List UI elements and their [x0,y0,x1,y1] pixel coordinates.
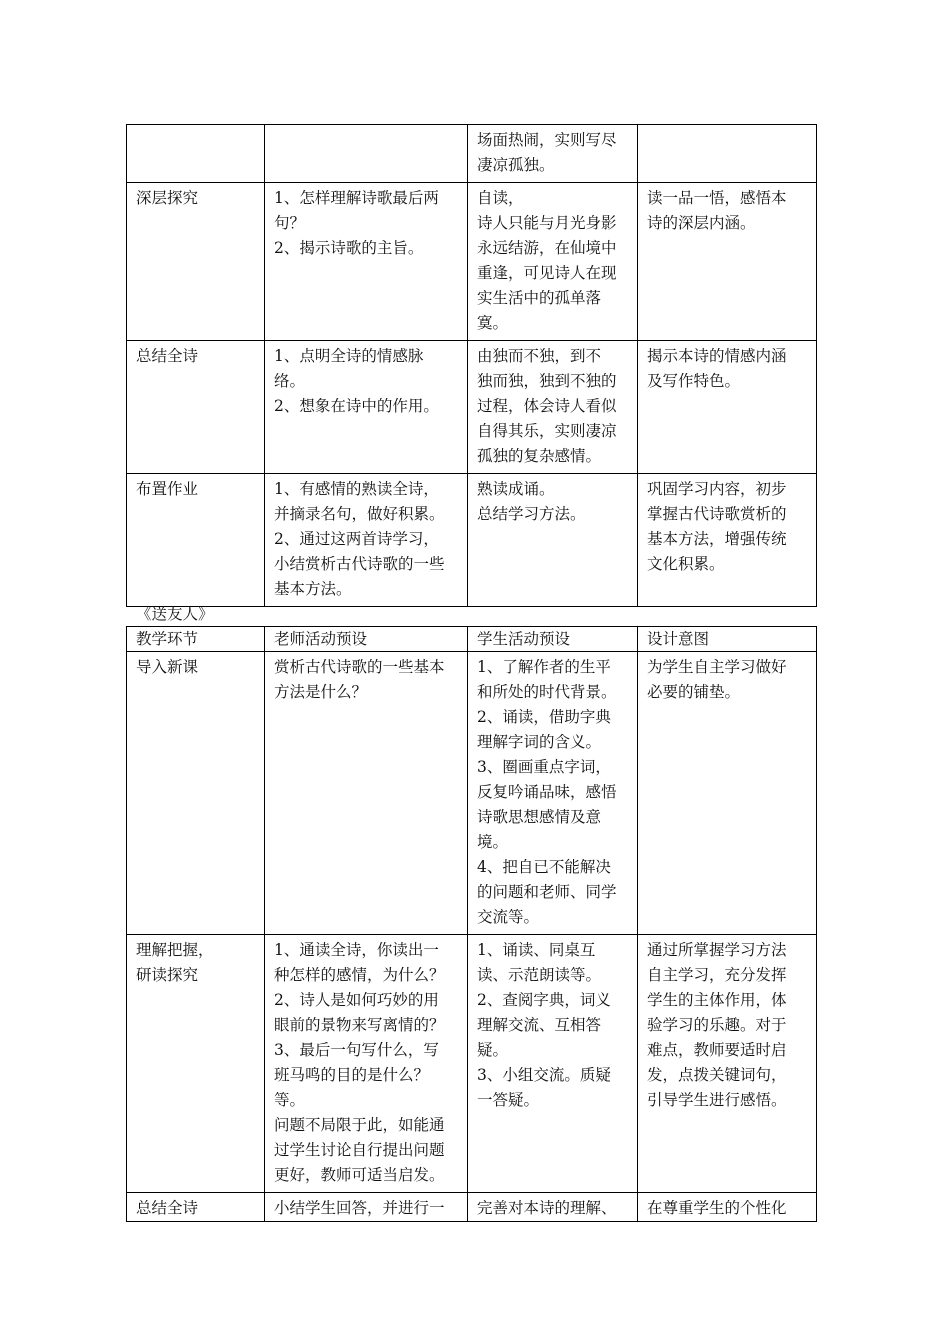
table-row [127,652,817,935]
cell-stage [127,474,265,607]
cell-student [468,125,638,183]
cell-line: 读、示范朗读等。 [477,966,602,984]
cell-line: 巩固学习内容，初步 [647,480,787,498]
cell-line: 理解字词的含义。 [477,733,602,751]
cell-line: 交流等。 [477,908,540,926]
cell-stage [127,125,265,183]
cell-stage [127,935,265,1193]
cell-student [468,474,638,607]
cell-line: 难点，教师要适时启 [647,1041,787,1059]
cell-line: 诗歌思想感情及意 [477,808,602,826]
cell-intent [638,341,817,474]
cell-line: 班马鸣的目的是什么？ [274,1066,430,1084]
cell-line: 学生的主体作用，体 [647,991,787,1009]
cell-intent [638,474,817,607]
lesson-plan-table-continued [126,124,817,607]
cell-line: 方法是什么？ [274,683,368,701]
cell-line: 3、小组交流。质疑 [477,1066,611,1084]
cell-line: 独而独，独到不独的 [477,372,617,390]
cell-line: 句？ [274,214,306,232]
cell-line: 自得其乐，实则凄凉 [477,422,617,440]
table-row [127,125,817,183]
cell-line: 2、揭示诗歌的主旨。 [274,239,424,257]
cell-line: 寞。 [477,314,509,332]
cell-line: 总结学习方法。 [477,505,586,523]
cell-line: 和所处的时代背景。 [477,683,617,701]
cell-line: 基本方法。 [274,580,352,598]
cell-teacher [265,652,468,935]
cell-line: 反复吟诵品味，感悟 [477,783,617,801]
cell-line: 1、怎样理解诗歌最后两 [274,189,439,207]
cell-intent [638,1193,817,1222]
cell-line: 为学生自主学习做好 [647,658,787,676]
cell-line: 络。 [274,372,306,390]
cell-line: 1、通读全诗，你读出一 [274,941,439,959]
cell-line: 在尊重学生的个性化 [647,1199,787,1217]
cell-line: 总结全诗 [136,1199,199,1217]
cell-line: 理解把握， [136,941,214,959]
cell-line: 问题不局限于此，如能通 [274,1116,445,1134]
cell-line: 引导学生进行感悟。 [647,1091,787,1109]
cell-line: 理解交流、互相答 [477,1016,602,1034]
cell-stage [127,341,265,474]
cell-line: 1、点明全诗的情感脉 [274,347,424,365]
cell-line: 孤独的复杂感情。 [477,447,602,465]
table-header-row [127,627,817,652]
section-caption: 《送友人》 [136,605,214,623]
cell-line: 总结全诗 [136,347,199,365]
cell-line: 掌握古代诗歌赏析的 [647,505,787,523]
table-row [127,183,817,341]
lesson-plan-table-farewell [126,626,817,1222]
cell-line: 永远结游，在仙境中 [477,239,617,257]
cell-line: 一答疑。 [477,1091,540,1109]
header-cell-stage: 教学环节 [127,627,265,652]
cell-intent [638,935,817,1193]
cell-student [468,341,638,474]
cell-line: 通过所掌握学习方法 [647,941,787,959]
cell-line: 发，点拨关键词句， [647,1066,787,1084]
cell-line: 2、查阅字典，词义 [477,991,611,1009]
cell-teacher [265,474,468,607]
cell-line: 研读探究 [136,966,199,984]
cell-line: 深层探究 [136,189,199,207]
cell-line: 疑。 [477,1041,509,1059]
table-row [127,341,817,474]
cell-line: 2、诗人是如何巧妙的用 [274,991,439,1009]
cell-line: 实生活中的孤单落 [477,289,602,307]
cell-line: 小结学生回答，并进行一 [274,1199,445,1217]
cell-line: 自主学习，充分发挥 [647,966,787,984]
cell-line: 2、诵读，借助字典 [477,708,611,726]
cell-line: 赏析古代诗歌的一些基本 [274,658,445,676]
header-cell-student: 学生活动预设 [468,627,638,652]
cell-line: 并摘录名句，做好积累。 [274,505,445,523]
cell-teacher [265,935,468,1193]
cell-line: 2、想象在诗中的作用。 [274,397,439,415]
header-cell-teacher: 老师活动预设 [265,627,468,652]
cell-line: 读一品一悟，感悟本 [647,189,787,207]
cell-line: 熟读成诵。 [477,480,555,498]
cell-student [468,183,638,341]
cell-student [468,1193,638,1222]
cell-line: 必要的铺垫。 [647,683,741,701]
cell-stage [127,183,265,341]
cell-line: 等。 [274,1091,306,1109]
cell-line: 由独而不独，到不 [477,347,602,365]
cell-line: 境。 [477,833,509,851]
cell-line: 2、通过这两首诗学习， [274,530,439,548]
cell-line: 过学生讨论自行提出问题 [274,1141,445,1159]
table-row [127,1193,817,1222]
cell-intent [638,652,817,935]
cell-line: 诗的深层内涵。 [647,214,756,232]
cell-teacher [265,125,468,183]
cell-line: 布置作业 [136,480,199,498]
cell-line: 4、把自已不能解决 [477,858,611,876]
cell-line: 完善对本诗的理解、 [477,1199,617,1217]
cell-teacher [265,183,468,341]
cell-line: 文化积累。 [647,555,725,573]
cell-line: 眼前的景物来写离情的？ [274,1016,445,1034]
cell-teacher [265,1193,468,1222]
cell-line: 验学习的乐趣。对于 [647,1016,787,1034]
cell-line: 种怎样的感情，为什么？ [274,966,445,984]
table-row [127,935,817,1193]
cell-line: 及写作特色。 [647,372,741,390]
cell-line: 更好，教师可适当启发。 [274,1166,445,1184]
cell-line: 凄凉孤独。 [477,156,555,174]
cell-stage [127,1193,265,1222]
cell-intent [638,125,817,183]
header-cell-intent: 设计意图 [638,627,817,652]
cell-student [468,935,638,1193]
cell-line: 揭示本诗的情感内涵 [647,347,787,365]
cell-line: 场面热闹，实则写尽 [477,131,617,149]
cell-line: 诗人只能与月光身影 [477,214,617,232]
cell-line: 1、了解作者的生平 [477,658,611,676]
cell-line: 重逢，可见诗人在现 [477,264,617,282]
cell-line: 导入新课 [136,658,199,676]
cell-line: 的问题和老师、同学 [477,883,617,901]
cell-line: 3、最后一句写什么，写 [274,1041,439,1059]
cell-line: 小结赏析古代诗歌的一些 [274,555,445,573]
cell-line: 3、圈画重点字词， [477,758,611,776]
cell-line: 1、诵读、同桌互 [477,941,596,959]
cell-student [468,652,638,935]
cell-teacher [265,341,468,474]
cell-line: 基本方法，增强传统 [647,530,787,548]
cell-intent [638,183,817,341]
cell-line: 过程，体会诗人看似 [477,397,617,415]
table-row [127,474,817,607]
cell-line: 1、有感情的熟读全诗， [274,480,439,498]
cell-stage [127,652,265,935]
cell-line: 自读， [477,189,524,207]
